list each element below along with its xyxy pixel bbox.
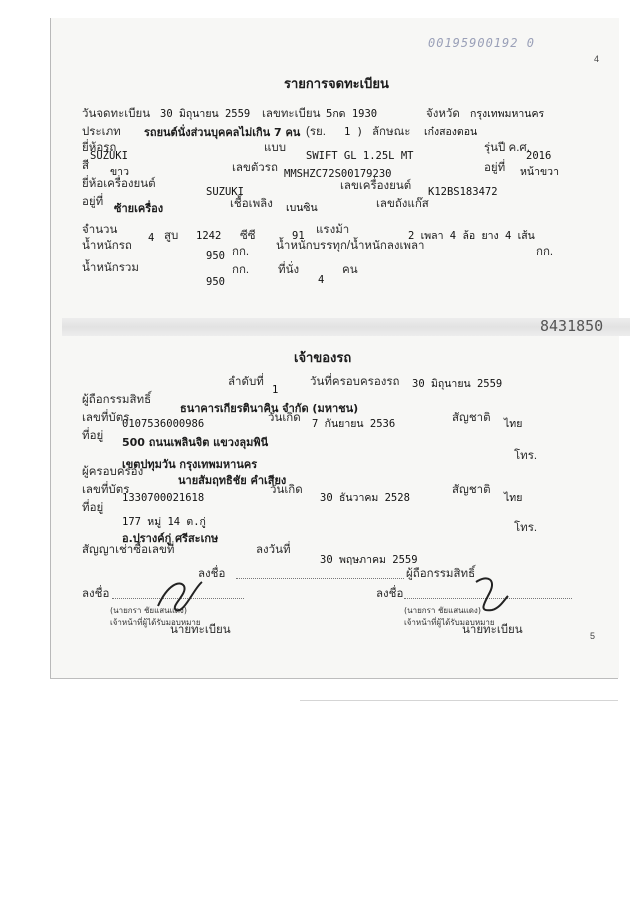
axles-wheels: 2 เพลา 4 ล้อ ยาง 4 เส้น [408, 230, 535, 242]
right-officer-role: เจ้าหน้าที่ผู้ได้รับมอบหมาย [404, 618, 495, 627]
own-date-label: วันที่ครอบครองรถ [310, 376, 400, 388]
own-date: 30 มิถุนายน 2559 [412, 378, 503, 390]
rs-label: (รย. [306, 126, 326, 138]
owner-nation: ไทย [504, 418, 523, 430]
sign-line [236, 578, 404, 579]
owner-birth: 7 กันยายน 2536 [312, 418, 396, 430]
type-label: ประเภท [82, 126, 121, 138]
reg-no: 5กด 1930 [326, 108, 378, 120]
gas-tank-label: เลขถังแก๊ส [376, 198, 429, 210]
brand-label: ยี่ห้อรถ [82, 142, 117, 154]
engine-at-label: อยู่ที่ [82, 196, 104, 208]
fuel: เบนซิน [286, 202, 318, 214]
load-unit: กก. [536, 246, 554, 258]
left-officer-name: (นายกรา ชัยแสนแดง) [110, 606, 187, 615]
seq-label: ลำดับที่ [228, 376, 264, 388]
color: ขาว [110, 166, 129, 178]
reg-date-label: วันจดทะเบียน [82, 108, 151, 120]
page-number-bottom: 5 [590, 631, 596, 641]
addr2-label: ที่อยู่ [82, 502, 104, 514]
registration-title: รายการจดทะเบียน [284, 77, 389, 92]
sign-label: ลงชื่อ [198, 568, 226, 580]
owner-address-1: 500 ถนนเพลินจิต แขวงลุมพินี [122, 436, 269, 449]
nation-label: สัญชาติ [452, 412, 491, 424]
brand: SUZUKI [90, 150, 128, 162]
hp-unit: แรงม้า [316, 224, 350, 236]
sign-left-label: ลงชื่อ [82, 588, 110, 600]
seq: 1 [272, 384, 279, 396]
left-officer-role: เจ้าหน้าที่ผู้ได้รับมอบหมาย [110, 618, 201, 627]
weight-car: 950 [206, 250, 225, 262]
sign-right-label: ลงชื่อ [376, 588, 404, 600]
contract-date: 30 พฤษภาคม 2559 [320, 554, 418, 566]
owner-label: ผู้ถือกรรมสิทธิ์ [82, 394, 152, 406]
phone2-label: โทร. [514, 522, 538, 534]
model: SWIFT GL 1.25L MT [306, 150, 414, 162]
handwritten-reference: 00195900192 0 [428, 36, 535, 50]
province-label: จังหวัด [426, 108, 460, 120]
reg-no-label: เลขทะเบียน [262, 108, 321, 120]
possessor-birth: 30 ธันวาคม 2528 [320, 492, 410, 504]
engine-location: ซ้ายเครื่อง [114, 202, 164, 215]
model-label: แบบ [264, 142, 287, 154]
style-label: ลักษณะ [372, 126, 411, 138]
model-year: 2016 [526, 150, 552, 162]
horsepower: 91 [292, 230, 305, 242]
chassis-label: เลขตัวรถ [232, 162, 278, 174]
birth-label: วันเกิด [268, 412, 301, 424]
model-year-label: รุ่นปี ค.ศ. [484, 142, 530, 154]
owner-title: เจ้าของรถ [294, 351, 352, 366]
count-label: จำนวน [82, 224, 118, 236]
contract-label: สัญญาเช่าซื้อเลขที่ [82, 544, 175, 556]
phone-label: โทร. [514, 450, 538, 462]
owner-sign-label: ผู้ถือกรรมสิทธิ์ [406, 568, 476, 580]
scan-shadow [300, 700, 618, 701]
gross-weight: 950 [206, 276, 225, 288]
page-bottom-edge [50, 678, 618, 679]
cylinder-unit: สูบ [164, 230, 179, 242]
gross-weight-label: น้ำหนักรวม [82, 262, 139, 274]
chassis-location: หน้าขวา [520, 166, 559, 178]
seats-label: ที่นั่ง [278, 264, 300, 276]
weight-car-label: น้ำหนักรถ [82, 240, 132, 252]
right-registrar-stamp: นายทะเบียน [462, 624, 523, 636]
possessor-address-1: 177 หมู่ 14 ต.กู่ [122, 516, 206, 528]
id-label: เลขที่บัตร [82, 412, 130, 424]
province: กรุงเทพมหานคร [470, 108, 545, 120]
engine-cc: 1242 [196, 230, 222, 242]
seats-unit: คน [342, 264, 358, 276]
engine-brand: SUZUKI [206, 186, 244, 198]
possessor-address-2: อ.ปรางค์กู่ ศรีสะเกษ [122, 532, 219, 545]
owner-id: 0107536000986 [122, 418, 205, 430]
fuel-label: เชื้อเพลิง [230, 198, 273, 210]
addr-label: ที่อยู่ [82, 430, 104, 442]
fold-number: 8431850 [540, 317, 604, 335]
page-number-top: 4 [594, 54, 600, 64]
chassis-at-label: อยู่ที่ [484, 162, 506, 174]
cylinders: 4 [148, 232, 155, 244]
cc-unit: ซีซี [240, 230, 256, 242]
engine-brand-label: ยี่ห้อเครื่องยนต์ [82, 178, 156, 190]
load-label: น้ำหนักบรรทุก/น้ำหนักลงเพลา [276, 240, 425, 252]
possessor-name: นายสัมฤทธิชัย คำเสียง [178, 474, 287, 487]
contract-date-label: ลงวันที่ [256, 544, 291, 556]
left-registrar-stamp: นายทะเบียน [170, 624, 231, 636]
chassis-number: MMSHZC72S00179230 [284, 168, 392, 180]
right-officer-name: (นายกรา ชัยแสนแดง) [404, 606, 481, 615]
vehicle-type: รถยนต์นั่งส่วนบุคคลไม่เกิน 7 คน [144, 126, 301, 139]
engine-number: K12BS183472 [428, 186, 498, 198]
seats: 4 [318, 274, 325, 286]
possessor-label: ผู้ครอบครอง [82, 466, 144, 478]
right-signature [466, 572, 516, 616]
vehicle-style: เก๋งสองตอน [424, 126, 478, 138]
possessor-nation: ไทย [504, 492, 523, 504]
gross-weight-unit: กก. [232, 264, 250, 276]
weight-car-unit: กก. [232, 246, 250, 258]
nation2-label: สัญชาติ [452, 484, 491, 496]
owner-name: ธนาคารเกียรตินาคิน จำกัด (มหาชน) [180, 402, 359, 415]
reg-date: 30 มิถุนายน 2559 [160, 108, 251, 120]
possessor-id: 1330700021618 [122, 492, 205, 504]
id2-label: เลขที่บัตร [82, 484, 130, 496]
owner-address-2: เขตปทุมวัน กรุงเทพมหานคร [122, 458, 258, 471]
left-signature [150, 576, 210, 616]
engine-no-label: เลขเครื่องยนต์ [340, 180, 412, 192]
color-label: สี [82, 160, 90, 172]
birth2-label: วันเกิด [270, 484, 303, 496]
rs-value: 1 ) [344, 126, 363, 138]
